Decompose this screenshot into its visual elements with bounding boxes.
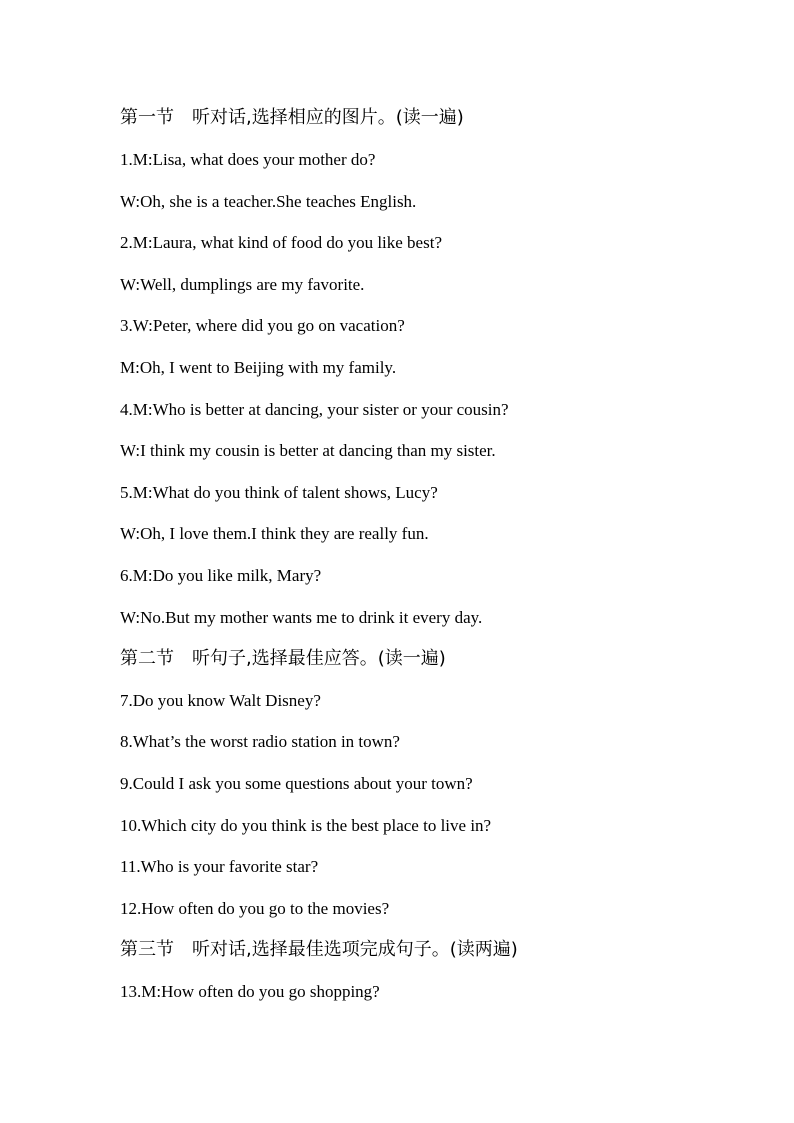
section-3-instruction: 听对话,选择最佳选项完成句子。(读两遍)	[192, 939, 518, 960]
dialogue-line: 2.M:Laura, what kind of food do you like best?	[120, 233, 442, 252]
question-line: 8.What’s the worst radio station in town?	[120, 732, 400, 751]
question-line: 9.Could I ask you some questions about your town?	[120, 774, 473, 793]
question-line: 11.Who is your favorite star?	[120, 857, 319, 876]
dialogue-line: 5.M:What do you think of talent shows, Lucy?	[120, 483, 438, 502]
dialogue-line: W:Oh, I love them.I think they are really fun.	[120, 524, 429, 543]
dialogue-line: 3.W:Peter, where did you go on vacation?	[120, 316, 405, 335]
section-1-instruction: 听对话,选择相应的图片。(读一遍)	[192, 107, 464, 128]
question-line: 12.How often do you go to the movies?	[120, 899, 390, 918]
section-2-heading	[120, 647, 446, 671]
dialogue-line: 6.M:Do you like milk, Mary?	[120, 566, 322, 585]
question-line: 10.Which city do you think is the best place to live in?	[120, 816, 492, 835]
section-1-label: 第一节	[120, 107, 174, 128]
section-2-label: 第二节	[120, 648, 174, 669]
dialogue-line: W:Well, dumplings are my favorite.	[120, 275, 365, 294]
question-line: 7.Do you know Walt Disney?	[120, 691, 321, 710]
section-1-heading	[120, 106, 464, 130]
dialogue-line: M:Oh, I went to Beijing with my family.	[120, 358, 397, 377]
section-3-label: 第三节	[120, 939, 174, 960]
dialogue-line: W:Oh, she is a teacher.She teaches English.	[120, 192, 417, 211]
dialogue-line: 1.M:Lisa, what does your mother do?	[120, 150, 376, 169]
dialogue-line: 4.M:Who is better at dancing, your sister or your cousin?	[120, 400, 509, 419]
dialogue-line: W:I think my cousin is better at dancing than my sister.	[120, 441, 496, 460]
section-2-instruction: 听句子,选择最佳应答。(读一遍)	[192, 648, 446, 669]
dialogue-line: W:No.But my mother wants me to drink it every day.	[120, 608, 483, 627]
section-3-heading	[120, 938, 518, 962]
dialogue-line: 13.M:How often do you go shopping?	[120, 982, 380, 1001]
